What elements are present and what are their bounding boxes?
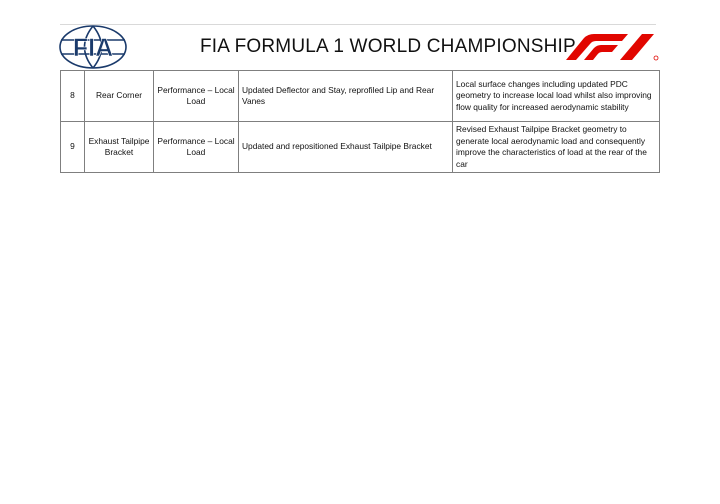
fia-globe-logo-icon — [58, 24, 128, 70]
page-header — [0, 0, 720, 70]
f1-logo-icon — [562, 32, 660, 62]
update-category: Performance – Local Load — [154, 71, 239, 122]
item-number: 9 — [61, 122, 85, 173]
update-category: Performance – Local Load — [154, 122, 239, 173]
update-purpose: Local surface changes including updated PDC geometry to increase local load whilst also improving flow quality for increased aerodynamic stability — [453, 71, 660, 122]
page-title: FIA FORMULA 1 WORLD CHAMPIONSHIP — [200, 36, 576, 57]
update-description: Updated and repositioned Exhaust Tailpipe Bracket — [239, 122, 453, 173]
update-description: Updated Deflector and Stay, reprofiled Lip and Rear Vanes — [239, 71, 453, 122]
table-row — [61, 122, 660, 173]
upgrade-declaration-table — [60, 70, 660, 173]
table-row — [61, 71, 660, 122]
component-name: Exhaust Tailpipe Bracket — [85, 122, 154, 173]
update-purpose: Revised Exhaust Tailpipe Bracket geometry to generate local aerodynamic load and consequently improve the characteristics of load at the rear of the car — [453, 122, 660, 173]
item-number: 8 — [61, 71, 85, 122]
header-divider — [60, 24, 656, 25]
fia-logo-text: FIA — [72, 34, 114, 62]
component-name: Rear Corner — [85, 71, 154, 122]
